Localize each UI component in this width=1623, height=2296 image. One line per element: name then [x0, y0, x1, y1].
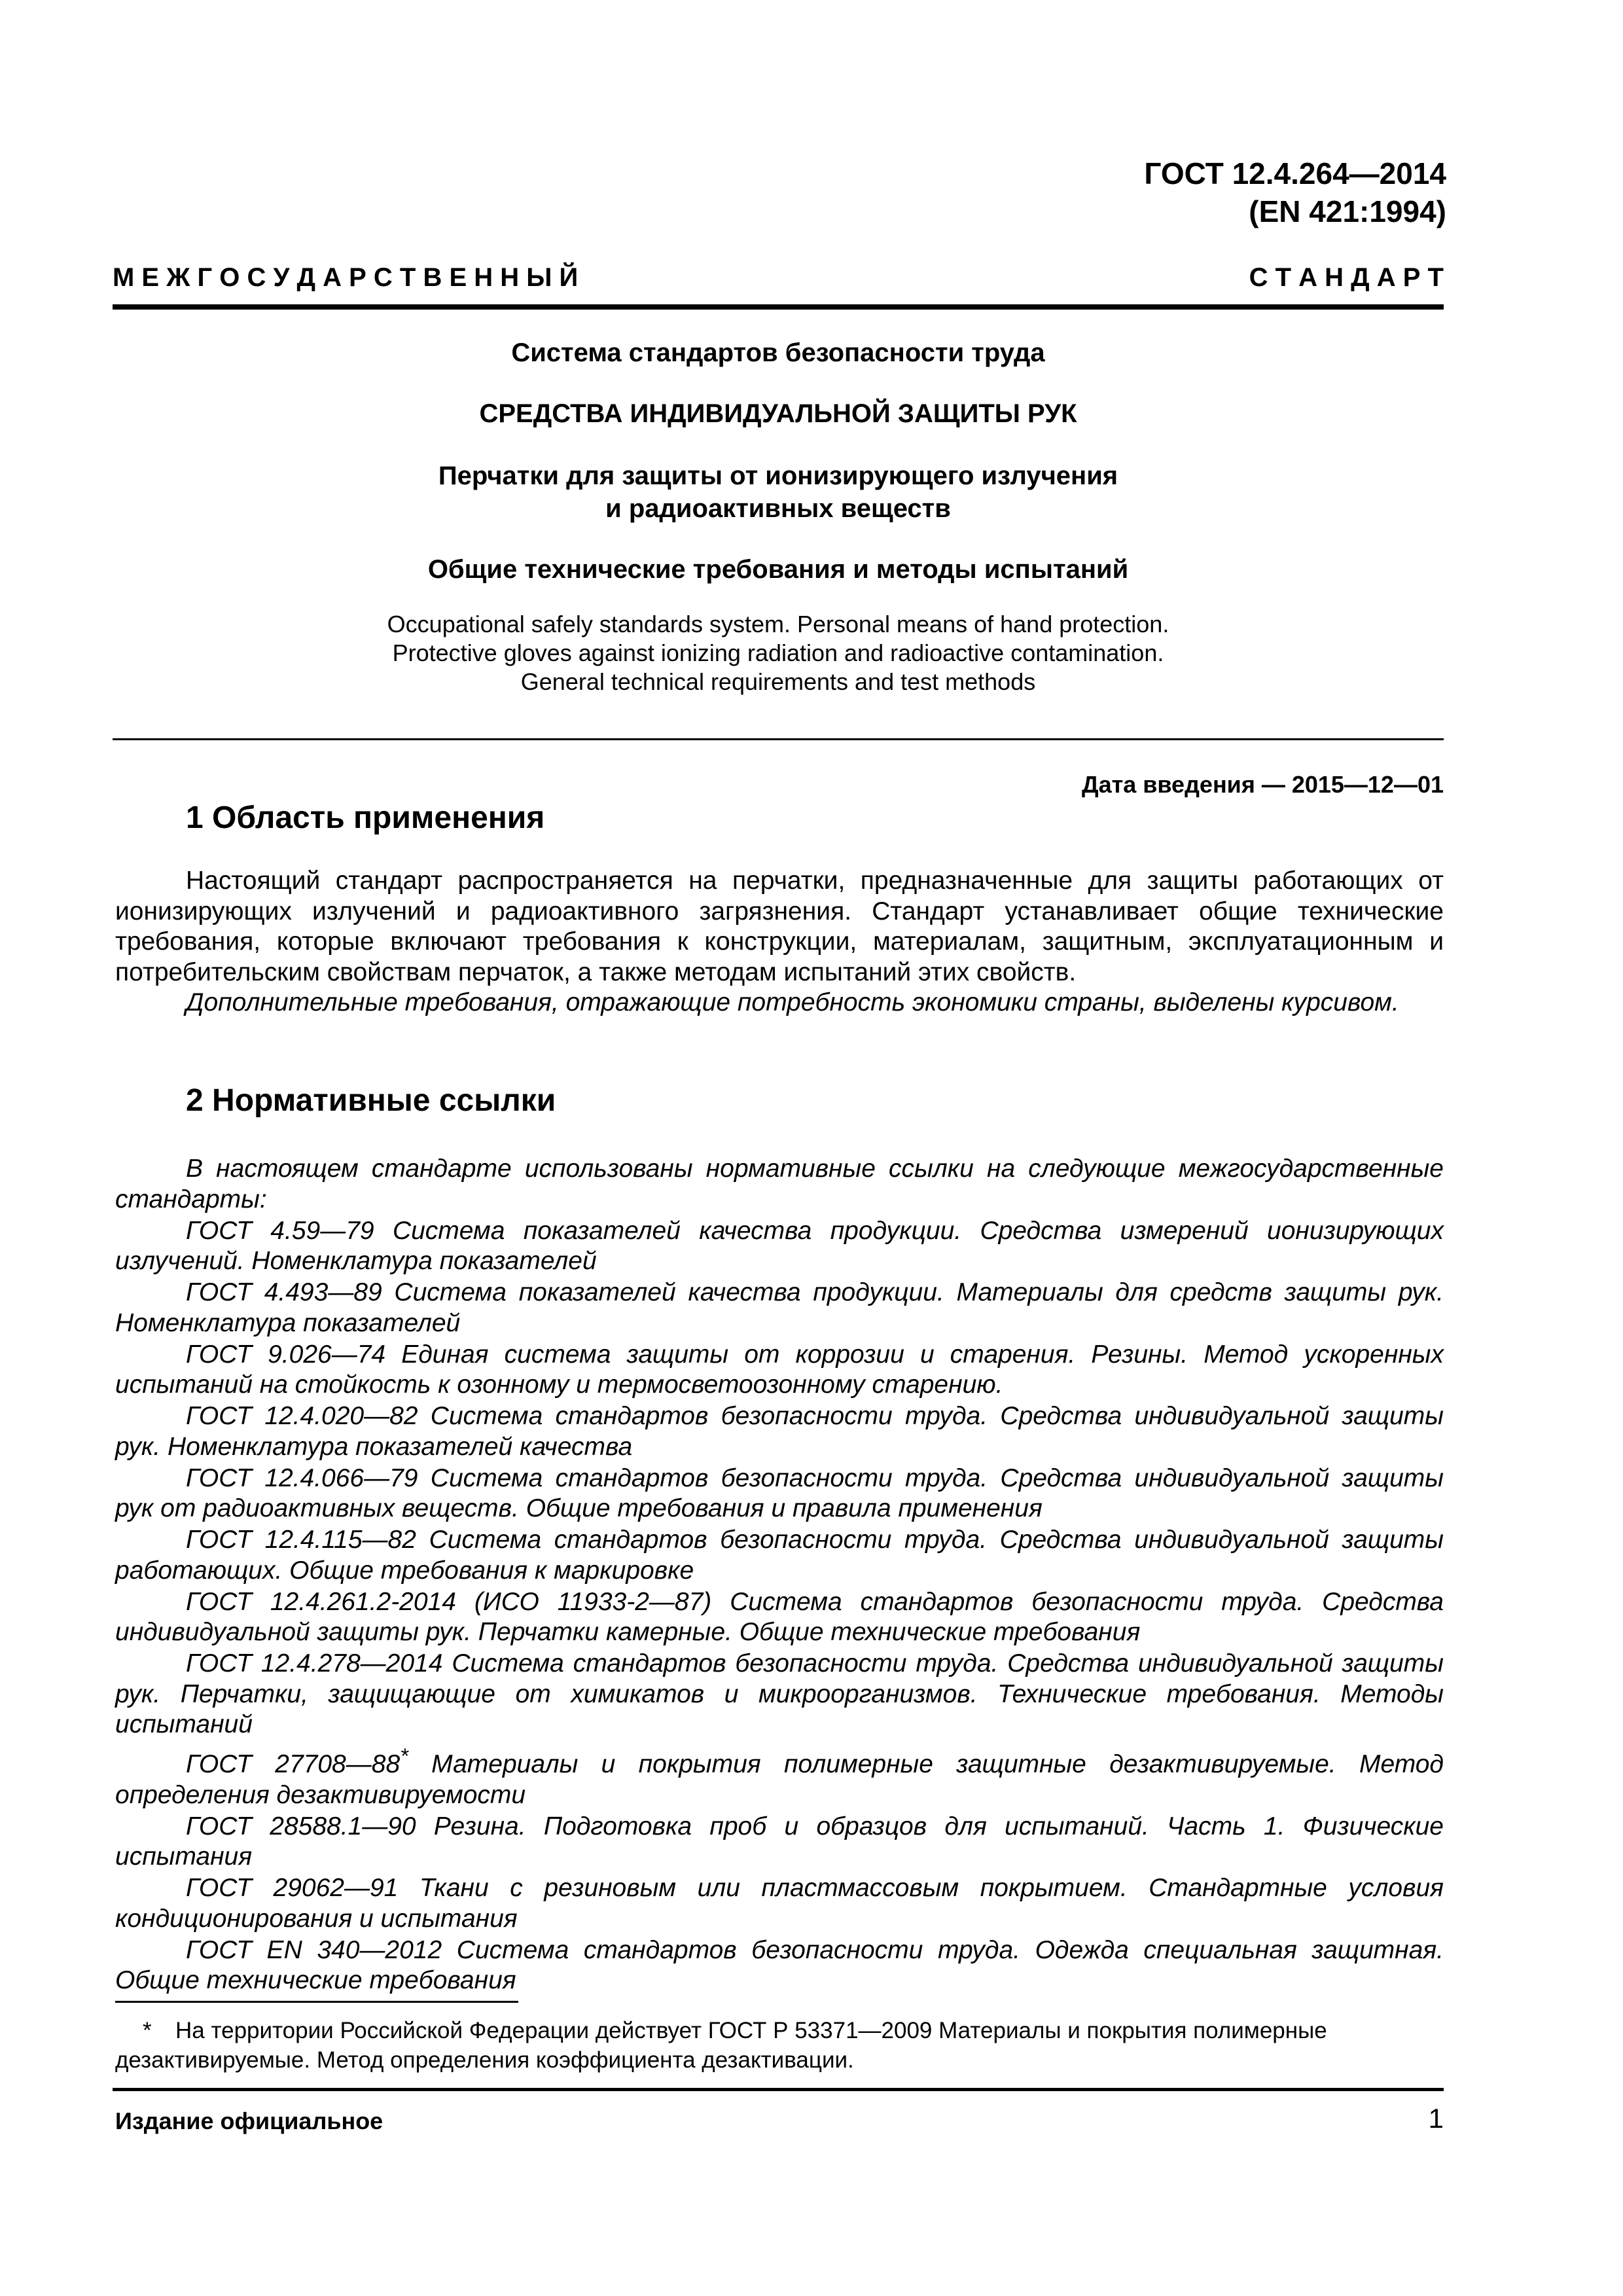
header-rule — [113, 304, 1444, 310]
reference-item: ГОСТ EN 340—2012 Система стандартов безопасности труда. Одежда специальная защитная. Общие технические требования — [115, 1935, 1444, 1994]
title-block — [113, 336, 1444, 696]
english-title-line-2: Protective gloves against ionizing radiation and radioactive contamination. — [392, 639, 1164, 666]
section-1-body — [115, 866, 1444, 1018]
subtitle-line-1: Перчатки для защиты от ионизирующего излучения — [438, 461, 1118, 490]
standard-code — [1144, 154, 1446, 230]
footnote-separator — [115, 2001, 518, 2003]
title-rule — [113, 738, 1444, 740]
footnote-reference-mark: * — [400, 1744, 408, 1768]
reference-item: ГОСТ 28588.1—90 Резина. Подготовка проб и образцов для испытаний. Часть 1. Физические испытания — [115, 1812, 1444, 1871]
reference-code: ГОСТ 27708—88 — [186, 1750, 401, 1778]
section-2-intro: В настоящем стандарте использованы нормативные ссылки на следующие межгосударственные стандарты: — [115, 1155, 1444, 1213]
section-2-heading: 2 Нормативные ссылки — [186, 1083, 556, 1118]
english-title-line-3: General technical requirements and test methods — [520, 668, 1036, 695]
standard-en-equivalent: (EN 421:1994) — [1249, 194, 1446, 228]
reference-item: ГОСТ 12.4.261.2-2014 (ИСО 11933-2—87) Система стандартов безопасности труда. Средства индивидуальной защиты рук. Перчатки камерные. Общие технические требования — [115, 1587, 1444, 1646]
main-title: СРЕДСТВА ИНДИВИДУАЛЬНОЙ ЗАЩИТЫ РУК — [479, 399, 1077, 428]
requirements-title: Общие технические требования и методы испытаний — [427, 555, 1129, 584]
reference-item-with-footnote — [115, 1741, 1444, 1810]
reference-item: ГОСТ 12.4.066—79 Система стандартов безопасности труда. Средства индивидуальной защиты рук от радиоактивных веществ. Общие требования и правила применения — [115, 1463, 1444, 1522]
edition-label: Издание официальное — [115, 2108, 383, 2134]
standard-type-banner — [113, 263, 1444, 293]
standard-number: ГОСТ 12.4.264—2014 — [1144, 156, 1446, 190]
reference-item: ГОСТ 29062—91 Ткани с резиновым или пластмассовым покрытием. Стандартные условия кондиционирования и испытания — [115, 1874, 1444, 1933]
banner-right: С Т А Н Д А Р Т — [1249, 263, 1444, 292]
reference-item: ГОСТ 9.026—74 Единая система защиты от коррозии и старения. Резины. Метод ускоренных испытаний на стойкость к озонному и термосветоозонному старению. — [115, 1340, 1444, 1399]
reference-item: ГОСТ 12.4.278—2014 Система стандартов безопасности труда. Средства индивидуальной защиты рук. Перчатки, защищающие от химикатов и микроорганизмов. Технические требования. Методы испытаний — [115, 1649, 1444, 1738]
footnote-text: На территории Российской Федерации действует ГОСТ Р 53371—2009 Материалы и покрытия полимерные дезактивируемые. Метод определения коэффициента дезактивации. — [115, 2018, 1327, 2073]
system-title: Система стандартов безопасности труда — [511, 338, 1045, 367]
footer-rule — [113, 2088, 1444, 2091]
introduction-date: Дата введения — 2015—12—01 — [1081, 771, 1444, 798]
english-title-line-1: Occupational safely standards system. Personal means of hand protection. — [387, 611, 1169, 637]
footnote — [115, 2016, 1444, 2075]
footnote-mark: * — [143, 2018, 152, 2043]
banner-left: М Е Ж Г О С У Д А Р С Т В Е Н Н Ы Й — [113, 263, 579, 292]
section-1-italic-paragraph: Дополнительные требования, отражающие потребность экономики страны, выделены курсивом. — [186, 988, 1399, 1016]
reference-item: ГОСТ 4.493—89 Система показателей качества продукции. Материалы для средств защиты рук. Номенклатура показателей — [115, 1278, 1444, 1337]
reference-item: ГОСТ 4.59—79 Система показателей качества продукции. Средства измерений ионизирующих излучений. Номенклатура показателей — [115, 1216, 1444, 1275]
section-2-body — [115, 1154, 1444, 1997]
reference-title: Материалы и покрытия полимерные защитные дезактивируемые. Метод определения дезактивируемости — [115, 1750, 1444, 1809]
page-number: 1 — [1428, 2103, 1444, 2134]
reference-item: ГОСТ 12.4.020—82 Система стандартов безопасности труда. Средства индивидуальной защиты рук. Номенклатура показателей качества — [115, 1402, 1444, 1461]
section-1-paragraph: Настоящий стандарт распространяется на перчатки, предназначенные для защиты работающих от ионизирующих излучений и радиоактивного загрязнения. Стандарт устанавливает общие технические требования, которые включают требования к конструкции, материалам, защитным, эксплуатационным и потребительским свойствам перчаток, а также методам испытаний этих свойств. — [115, 867, 1444, 986]
reference-item: ГОСТ 12.4.115—82 Система стандартов безопасности труда. Средства индивидуальной защиты работающих. Общие требования к маркировке — [115, 1526, 1444, 1585]
section-1-heading: 1 Область применения — [186, 800, 545, 835]
subtitle-line-2: и радиоактивных веществ — [605, 494, 951, 523]
